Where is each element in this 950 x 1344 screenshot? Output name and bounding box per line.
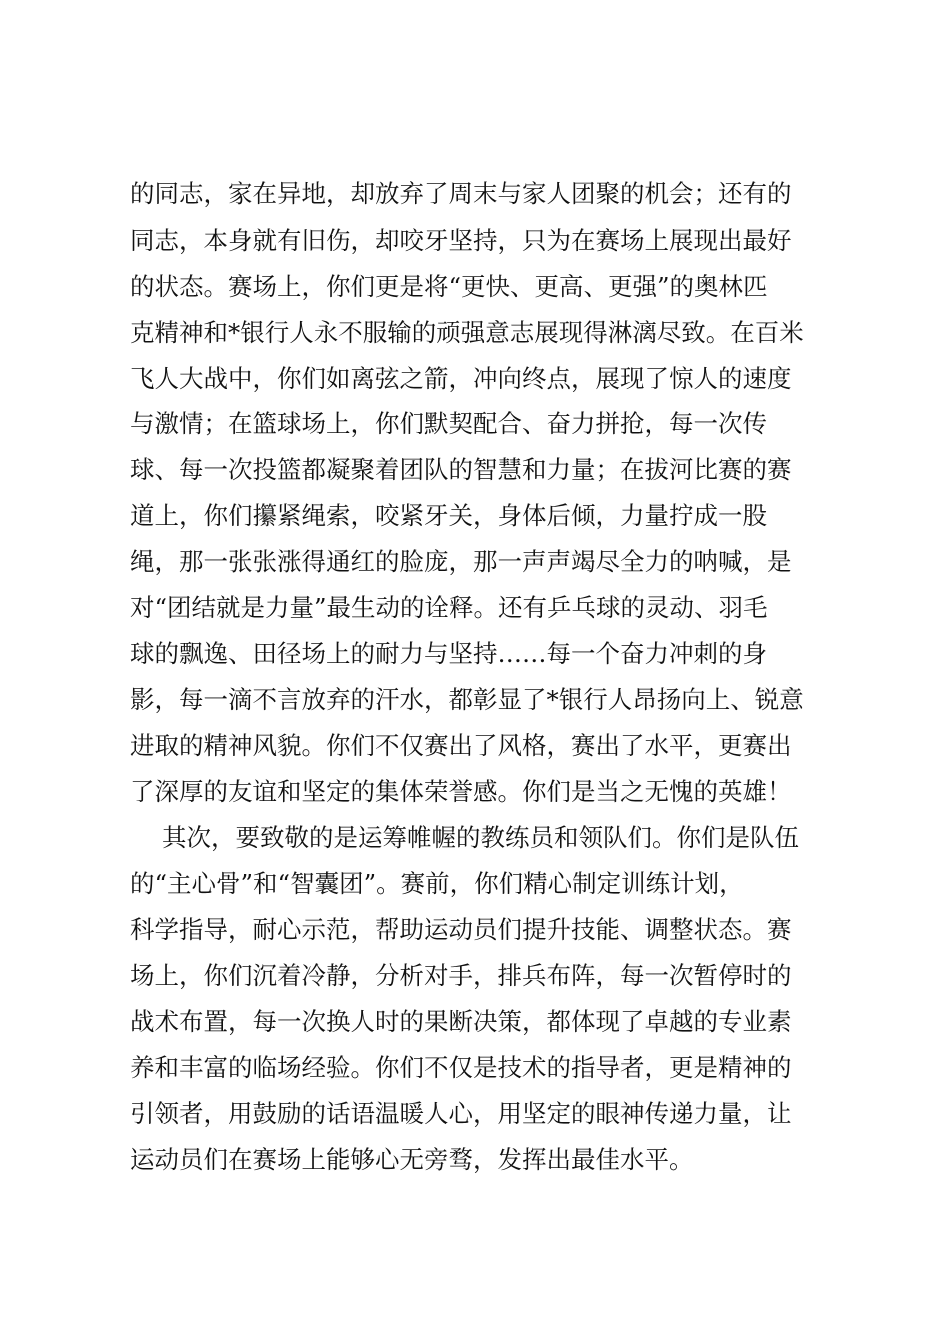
text-line: 战术布置，每一次换人时的果断决策，都体现了卓越的专业素 — [130, 1007, 792, 1036]
text-line: 飞人大战中，你们如离弦之箭，冲向终点，展现了惊人的速度 — [130, 364, 792, 393]
text-line: 场上，你们沉着冷静，分析对手，排兵布阵，每一次暂停时的 — [130, 961, 792, 990]
text-line: 的“主心骨”和“智囊团”。赛前，你们精心制定训练计划， — [130, 869, 744, 898]
text-line: 科学指导，耐心示范，帮助运动员们提升技能、调整状态。赛 — [130, 915, 792, 944]
text-line: 影，每一滴不言放弃的汗水，都彰显了*银行人昂扬向上、锐意 — [130, 685, 804, 714]
text-line: 养和丰富的临场经验。你们不仅是技术的指导者，更是精神的 — [130, 1053, 792, 1082]
text-line: 道上，你们攥紧绳索，咬紧牙关，身体后倾，力量拧成一股 — [130, 501, 767, 530]
text-line: 的状态。赛场上，你们更是将“更快、更高、更强”的奥林匹 — [130, 272, 768, 301]
text-line: 球的飘逸、田径场上的耐力与坚持……每一个奋力冲刺的身 — [130, 639, 767, 668]
text-line: 的同志，家在异地，却放弃了周末与家人团聚的机会；还有的 — [130, 179, 792, 208]
text-line: 球、每一次投篮都凝聚着团队的智慧和力量；在拔河比赛的赛 — [130, 455, 792, 484]
text-line: 同志，本身就有旧伤，却咬牙坚持，只为在赛场上展现出最好 — [130, 226, 792, 255]
text-line: 了深厚的友谊和坚定的集体荣誉感。你们是当之无愧的英雄！ — [130, 777, 792, 806]
text-line: 引领者，用鼓励的话语温暖人心，用坚定的眼神传递力量，让 — [130, 1099, 792, 1128]
text-line: 进取的精神风貌。你们不仅赛出了风格，赛出了水平，更赛出 — [130, 731, 792, 760]
text-line: 运动员们在赛场上能够心无旁骛，发挥出最佳水平。 — [130, 1145, 694, 1174]
text-line: 绳，那一张张涨得通红的脸庞，那一声声竭尽全力的呐喊，是 — [130, 547, 792, 576]
text-line: 与激情；在篮球场上，你们默契配合、奋力拼抢，每一次传 — [130, 409, 767, 438]
text-line: 克精神和*银行人永不服输的顽强意志展现得淋漓尽致。在百米 — [130, 318, 804, 347]
paragraph-start-line: 其次，要致敬的是运筹帷幄的教练员和领队们。你们是队伍 — [162, 823, 799, 852]
text-line: 对“团结就是力量”最生动的诠释。还有乒乓球的灵动、羽毛 — [130, 593, 768, 622]
